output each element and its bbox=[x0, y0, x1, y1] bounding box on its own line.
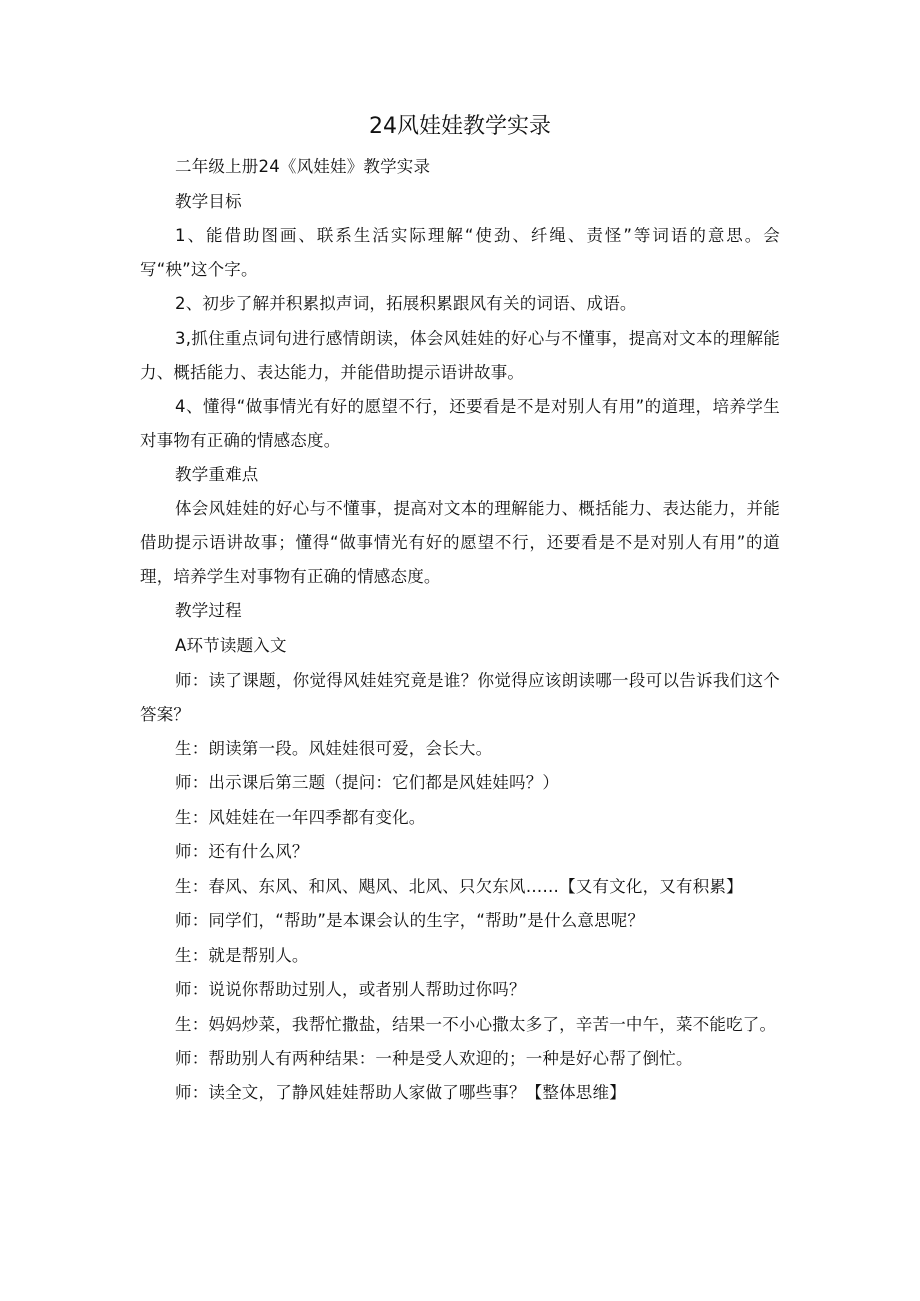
paragraph-key-difficulties: 体会风娃娃的好心与不懂事，提高对文本的理解能力、概括能力、表达能力，并能借助提示语讲故事；懂得“做事情光有好的愿望不行，还要看是不是对别人有用”的道理，培养学生对事物有正确的情感态度。 bbox=[140, 499, 780, 587]
heading-teaching-process: 教学过程 bbox=[175, 601, 242, 621]
dialogue-line: 师：同学们，“帮助”是本课会认的生字，“帮助”是什么意思呢？ bbox=[175, 910, 645, 930]
dialogue-line: 生：风娃娃在一年四季都有变化。 bbox=[175, 807, 426, 827]
paragraph-subtitle: 二年级上册24《风娃娃》教学实录 bbox=[175, 157, 431, 176]
heading-teaching-goals: 教学目标 bbox=[175, 191, 242, 211]
dialogue-line: 师：帮助别人有两种结果：一种是受人欢迎的；一种是好心帮了倒忙。 bbox=[175, 1048, 693, 1068]
dialogue-line: 生：就是帮别人。 bbox=[175, 945, 309, 965]
paragraph-goal-3: 3,抓住重点词句进行感情朗读，体会风娃娃的好心与不懂事，提高对文本的理解能力、概括能力、表达能力，并能借助提示语讲故事。 bbox=[140, 328, 780, 382]
heading-section-a: A环节读题入文 bbox=[175, 635, 287, 655]
dialogue-line: 师：读了课题，你觉得风娃娃究竟是谁？你觉得应该朗读哪一段可以告诉我们这个答案？ bbox=[140, 670, 780, 724]
paragraph-goal-1: 1、能借助图画、联系生活实际理解“使劲、纤绳、责怪”等词语的意思。会写“秧”这个字。 bbox=[140, 226, 780, 280]
dialogue-line: 生：妈妈炒菜，我帮忙撒盐，结果一不小心撒太多了，辛苦一中午，菜不能吃了。 bbox=[175, 1014, 777, 1034]
paragraph-goal-2: 2、初步了解并积累拟声词，拓展积累跟风有关的词语、成语。 bbox=[175, 294, 637, 314]
heading-key-difficulties: 教学重难点 bbox=[175, 464, 259, 484]
document-title: 24风娃娃教学实录 bbox=[369, 114, 551, 139]
dialogue-line: 师：说说你帮助过别人，或者别人帮助过你吗？ bbox=[175, 980, 526, 1000]
document-body bbox=[140, 150, 780, 1111]
paragraph-goal-4: 4、懂得“做事情光有好的愿望不行，还要看是不是对别人有用”的道理，培养学生对事物有正确的情感态度。 bbox=[140, 396, 780, 450]
dialogue-line: 师：读全文，了静风娃娃帮助人家做了哪些事？【整体思维】 bbox=[175, 1083, 626, 1103]
dialogue-line: 生：朗读第一段。风娃娃很可爱，会长大。 bbox=[175, 738, 493, 758]
dialogue-line: 师：出示课后第三题（提问：它们都是风娃娃吗？） bbox=[175, 773, 560, 793]
dialogue-line: 生：春风、东风、和风、飓风、北风、只欠东风……【又有文化，又有积累】 bbox=[175, 876, 743, 896]
dialogue-line: 师：还有什么风？ bbox=[175, 842, 309, 862]
